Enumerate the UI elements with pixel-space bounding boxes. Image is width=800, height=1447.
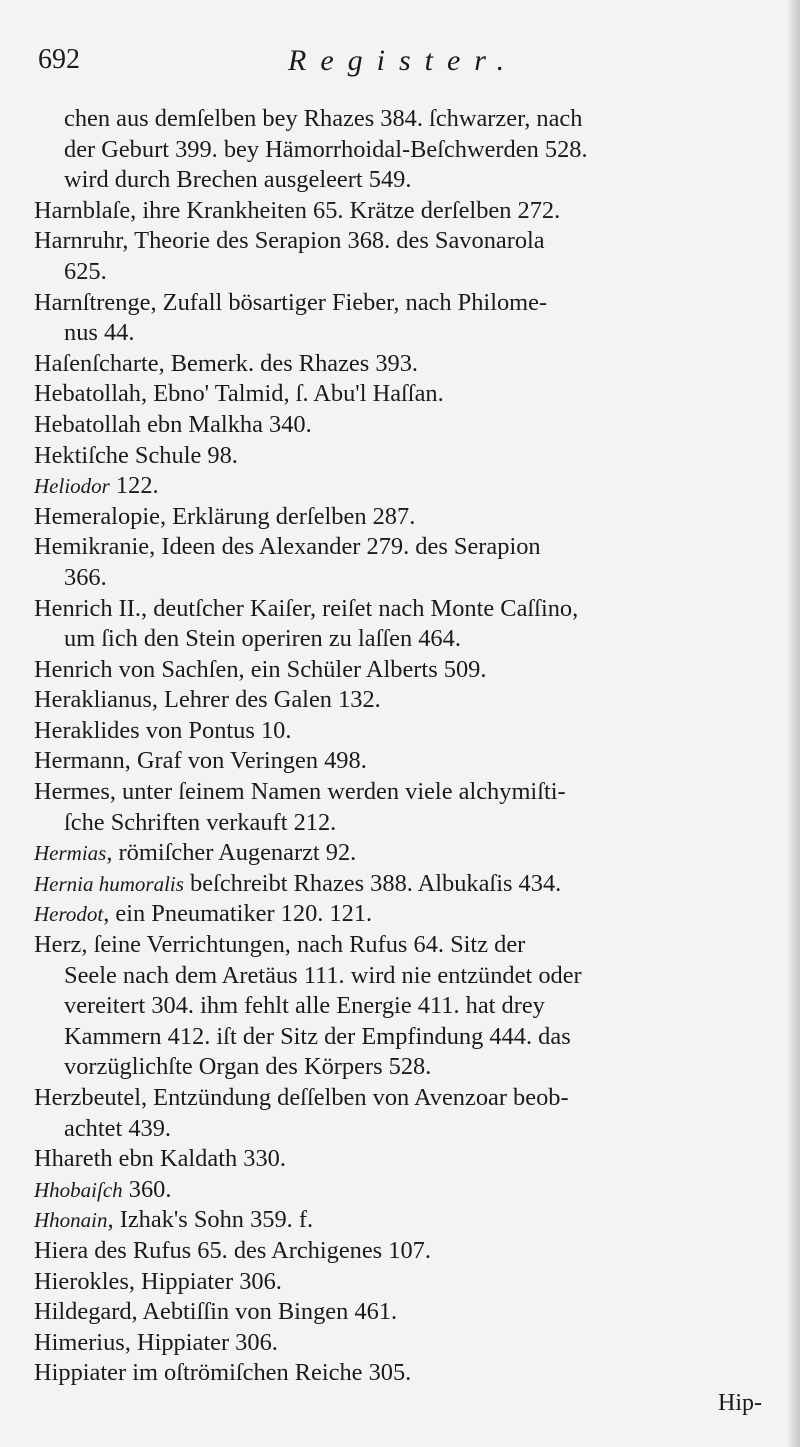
entry-first-line — [34, 502, 774, 533]
register-entry — [34, 441, 774, 472]
entry-text: der Geburt 399. bey Hämorrhoidal-Beſchwerden 528. — [64, 135, 588, 163]
register-entry — [34, 838, 774, 869]
register-entry — [34, 1205, 774, 1236]
register-entry — [34, 1267, 774, 1298]
entry-text: Herz, ſeine Verrichtungen, nach Rufus 64. Sitz der — [34, 931, 526, 959]
catchword: Hip- — [718, 1390, 762, 1416]
entry-text: Hebatollah ebn Malkha 340. — [34, 410, 312, 438]
entry-text: chen aus demſelben bey Rhazes 384. ſchwarzer, nach — [64, 105, 583, 132]
register-entry — [34, 1358, 774, 1389]
entry-italic-heading: Hhobaiſch — [34, 1177, 123, 1202]
entry-first-line — [34, 869, 774, 900]
entry-text: , ein Pneumatiker 120. 121. — [103, 900, 373, 928]
entry-continuation-line — [34, 808, 774, 839]
entry-first-line — [34, 471, 774, 502]
entry-text: Hektiſche Schule 98. — [34, 441, 238, 469]
entry-text: 122. — [109, 472, 159, 500]
entry-first-line — [34, 1175, 774, 1206]
entry-italic-heading: Hernia humoralis — [34, 871, 184, 896]
entry-text: beſchreibt Rhazes 388. Albukaſis 434. — [183, 869, 562, 897]
entry-first-line — [34, 410, 774, 441]
entry-text: Hierokles, Hippiater 306. — [34, 1267, 282, 1295]
entry-first-line — [34, 288, 774, 319]
entry-first-line — [34, 1267, 774, 1298]
entry-text: , Izhak's Sohn 359. f. — [107, 1206, 314, 1234]
entry-first-line — [34, 226, 774, 257]
register-entry — [34, 502, 774, 533]
register-entry — [34, 196, 774, 227]
entry-text: ſche Schriften verkauft 212. — [64, 808, 337, 836]
entry-italic-heading: Herodot — [34, 902, 104, 927]
entry-continuation-line — [34, 563, 774, 594]
entry-text: Harnruhr, Theorie des Serapion 368. des Savonarola — [34, 227, 545, 255]
entry-continuation-line — [34, 257, 774, 288]
page-header — [38, 44, 760, 84]
entry-text: Henrich von Sachſen, ein Schüler Alberts 509. — [34, 655, 487, 683]
entry-italic-heading: Heliodor — [34, 474, 110, 499]
register-entry — [34, 869, 774, 900]
entry-first-line — [34, 1297, 774, 1328]
running-head: Register. — [288, 44, 519, 77]
entry-text: , römiſcher Augenarzt 92. — [106, 839, 357, 867]
register-entry — [34, 746, 774, 777]
entry-text: vorzüglichſte Organ des Körpers 528. — [64, 1053, 432, 1081]
register-entry — [34, 1175, 774, 1206]
entry-first-line — [34, 379, 774, 410]
entry-text: Hildegard, Aebtiſſin von Bingen 461. — [34, 1298, 398, 1326]
entry-text: 366. — [64, 563, 107, 591]
register-entry — [34, 410, 774, 441]
entry-text: Seele nach dem Aretäus 111. wird nie entzündet oder — [64, 961, 582, 989]
entry-italic-heading: Hhonain — [34, 1208, 108, 1233]
entry-first-line — [34, 655, 774, 686]
entry-first-line — [34, 746, 774, 777]
entry-text: Hemeralopie, Erklärung derſelben 287. — [34, 502, 416, 530]
entry-continuation-line — [34, 624, 774, 655]
entry-first-line — [34, 716, 774, 747]
register-entry — [34, 655, 774, 686]
entry-text: Hebatollah, Ebno' Talmid, ſ. Abu'l Haſſan. — [34, 380, 444, 408]
register-entry — [34, 1297, 774, 1328]
entry-text: nus 44. — [64, 319, 135, 347]
entry-text: Heraklianus, Lehrer des Galen 132. — [34, 686, 381, 714]
entry-first-line — [34, 196, 774, 227]
register-entry — [34, 1144, 774, 1175]
entry-text: Hippiater im oſtrömiſchen Reiche 305. — [34, 1359, 412, 1387]
entry-text: Kammern 412. iſt der Sitz der Empfindung 444. das — [64, 1022, 571, 1050]
entry-first-line — [34, 1144, 774, 1175]
register-entry — [34, 1083, 774, 1144]
entry-first-line — [34, 441, 774, 472]
entry-continuation-line — [34, 165, 774, 196]
entry-continuation-line — [34, 1114, 774, 1145]
entry-text: 625. — [64, 257, 107, 285]
entry-text: achtet 439. — [64, 1114, 172, 1142]
entry-first-line — [34, 1358, 774, 1389]
entry-text: Harnblaſe, ihre Krankheiten 65. Krätze derſelben 272. — [34, 196, 561, 224]
entry-text: 360. — [122, 1175, 172, 1203]
entry-text: Harnſtrenge, Zufall bösartiger Fieber, nach Philome- — [34, 288, 548, 316]
entry-text: Hiera des Rufus 65. des Archigenes 107. — [34, 1236, 431, 1264]
entry-continuation-line — [34, 961, 774, 992]
page-edge-shadow — [786, 0, 800, 1447]
register-entry — [34, 594, 774, 655]
entry-first-line — [34, 349, 774, 380]
entry-first-line — [34, 777, 774, 808]
page-number: 692 — [38, 44, 80, 75]
entry-first-line — [34, 532, 774, 563]
entry-first-line — [34, 104, 774, 135]
entry-text: Hermes, unter ſeinem Namen werden viele alchymiſti- — [34, 778, 566, 806]
register-entry — [34, 471, 774, 502]
entry-text: Himerius, Hippiater 306. — [34, 1328, 278, 1356]
entry-first-line — [34, 930, 774, 961]
entry-first-line — [34, 1205, 774, 1236]
entry-continuation-line — [34, 991, 774, 1022]
entry-text: wird durch Brechen ausgeleert 549. — [64, 166, 412, 194]
entry-continuation-line — [34, 135, 774, 166]
register-entry — [34, 226, 774, 287]
entry-text: Herzbeutel, Entzündung deſſelben von Avenzoar beob- — [34, 1084, 569, 1111]
entry-continuation-line — [34, 1052, 774, 1083]
entry-italic-heading: Hermias — [34, 841, 107, 866]
entry-continuation-line — [34, 1022, 774, 1053]
entry-text: vereitert 304. ihm fehlt alle Energie 411. hat drey — [64, 992, 545, 1020]
register-entry — [34, 1236, 774, 1267]
register-entry — [34, 685, 774, 716]
entry-first-line — [34, 899, 774, 930]
register-entry — [34, 899, 774, 930]
entry-first-line — [34, 1236, 774, 1267]
entry-text: Hemikranie, Ideen des Alexander 279. des Serapion — [34, 533, 541, 561]
register-entry — [34, 104, 774, 196]
entry-text: Heraklides von Pontus 10. — [34, 716, 292, 744]
register-entry — [34, 777, 774, 838]
register-entry — [34, 930, 774, 1083]
entry-text: Haſenſcharte, Bemerk. des Rhazes 393. — [34, 349, 419, 377]
entry-first-line — [34, 685, 774, 716]
register-entry — [34, 532, 774, 593]
register-entry — [34, 349, 774, 380]
entry-first-line — [34, 838, 774, 869]
register-entry — [34, 716, 774, 747]
entry-continuation-line — [34, 318, 774, 349]
entry-text: um ſich den Stein operiren zu laſſen 464. — [64, 625, 461, 653]
entry-text: Hhareth ebn Kaldath 330. — [34, 1145, 286, 1173]
entry-first-line — [34, 1083, 774, 1114]
register-entries — [34, 104, 774, 1389]
register-entry — [34, 379, 774, 410]
entry-first-line — [34, 594, 774, 625]
entry-first-line — [34, 1328, 774, 1359]
register-entry — [34, 1328, 774, 1359]
register-entry — [34, 288, 774, 349]
entry-text: Henrich II., deutſcher Kaiſer, reiſet nach Monte Caſſino, — [34, 594, 579, 622]
entry-text: Hermann, Graf von Veringen 498. — [34, 747, 367, 775]
